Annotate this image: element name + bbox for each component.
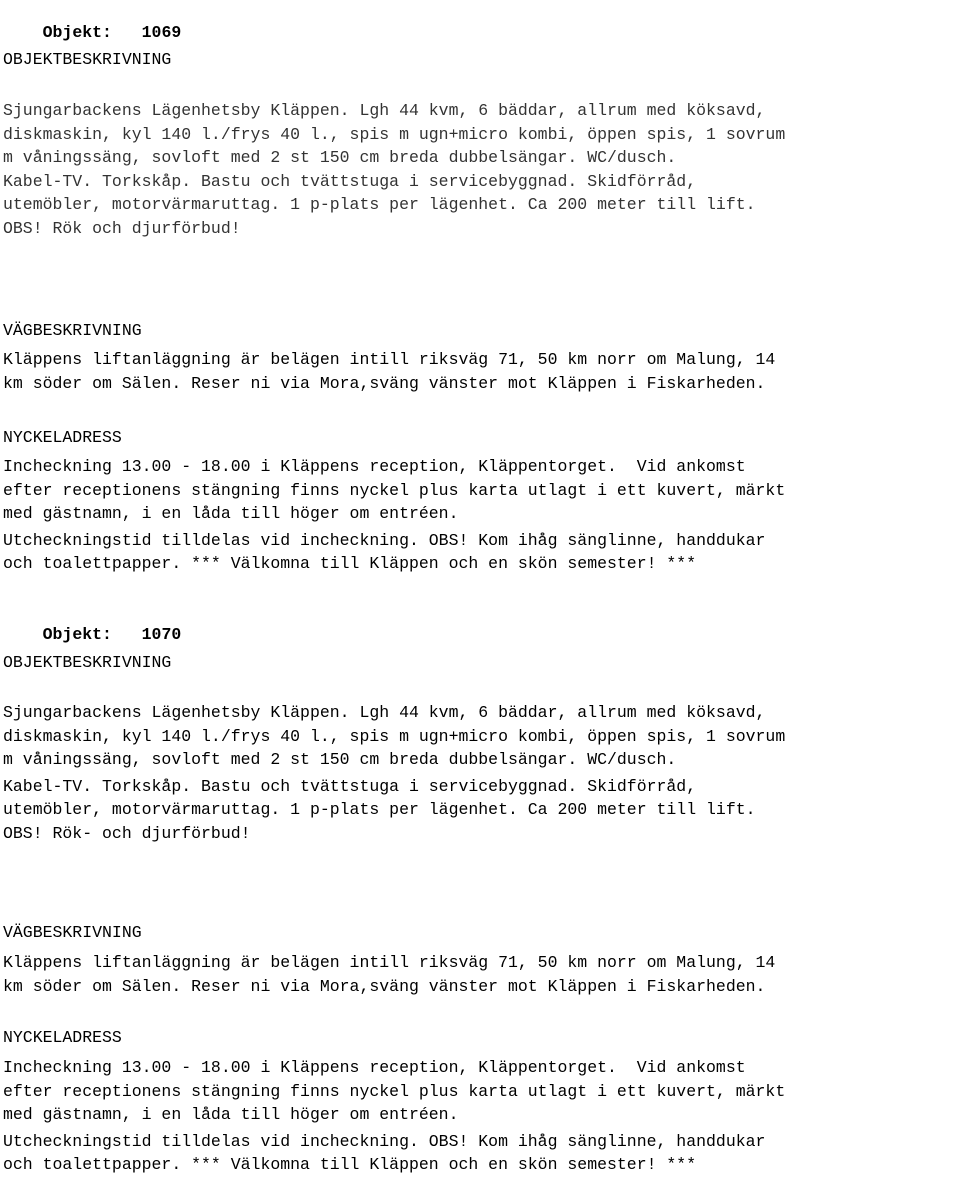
object-description-heading: OBJEKTBESKRIVNING [3,653,172,672]
directions-line: km söder om Sälen. Reser ni via Mora,sväng vänster mot Kläppen i Fiskarheden. [3,373,766,393]
key-line: Incheckning 13.00 - 18.00 i Kläppens reception, Kläppentorget. Vid ankomst [3,1058,746,1077]
key-address-text [3,455,785,576]
object-label: Objekt: [42,624,112,644]
directions-line: km söder om Sälen. Reser ni via Mora,sväng vänster mot Kläppen i Fiskarheden. [3,976,766,996]
description-line: utemöbler, motorvärmaruttag. 1 p-plats per lägenhet. Ca 200 meter till lift. [3,800,756,819]
description-line: Kabel-TV. Torkskåp. Bastu och tvättstuga i servicebyggnad. Skidförråd, [3,171,697,191]
object-1069-header [3,0,182,42]
object-1070-header [3,599,182,644]
key-line: med gästnamn, i en låda till höger om entréen. [3,1105,459,1124]
key-line: efter receptionens stängning finns nyckel plus karta utlagt i ett kuvert, märkt [3,1081,786,1101]
key-line: med gästnamn, i en låda till höger om entréen. [3,504,459,523]
key-line: och toalettpapper. *** Välkomna till Kläppen och en skön semester! *** [3,1155,697,1174]
object-description [3,99,785,240]
description-line: Sjungarbackens Lägenhetsby Kläppen. Lgh 44 kvm, 6 bäddar, allrum med köksavd, [3,703,766,722]
key-address-heading: NYCKELADRESS [3,1028,122,1047]
description-line: OBS! Rök- och djurförbud! [3,823,251,843]
description-line: utemöbler, motorvärmaruttag. 1 p-plats per lägenhet. Ca 200 meter till lift. [3,195,756,214]
key-line: Utcheckningstid tilldelas vid incheckning. OBS! Kom ihåg sänglinne, handdukar [3,1131,766,1151]
object-description-heading: OBJEKTBESKRIVNING [3,50,172,69]
directions-heading: VÄGBESKRIVNING [3,923,142,942]
object-number: 1069 [141,22,182,42]
directions-line: Kläppens liftanläggning är belägen intill riksväg 71, 50 km norr om Malung, 14 [3,350,776,369]
description-line: m våningssäng, sovloft med 2 st 150 cm breda dubbelsängar. WC/dusch. [3,750,677,769]
object-number: 1070 [141,624,182,644]
directions-text [3,951,775,998]
directions-text [3,348,775,395]
key-line: och toalettpapper. *** Välkomna till Kläppen och en skön semester! *** [3,554,697,573]
object-description [3,701,785,845]
key-address-heading: NYCKELADRESS [3,428,122,447]
description-line: diskmaskin, kyl 140 l./frys 40 l., spis m ugn+micro kombi, öppen spis, 1 sovrum [3,726,786,746]
key-line: Incheckning 13.00 - 18.00 i Kläppens reception, Kläppentorget. Vid ankomst [3,457,746,476]
description-line: Sjungarbackens Lägenhetsby Kläppen. Lgh 44 kvm, 6 bäddar, allrum med köksavd, [3,101,766,120]
description-line: OBS! Rök och djurförbud! [3,218,241,238]
object-label: Objekt: [42,22,112,42]
key-line: Utcheckningstid tilldelas vid incheckning. OBS! Kom ihåg sänglinne, handdukar [3,530,766,550]
directions-heading: VÄGBESKRIVNING [3,321,142,340]
key-line: efter receptionens stängning finns nyckel plus karta utlagt i ett kuvert, märkt [3,480,786,500]
description-line: Kabel-TV. Torkskåp. Bastu och tvättstuga i servicebyggnad. Skidförråd, [3,776,697,796]
directions-line: Kläppens liftanläggning är belägen intill riksväg 71, 50 km norr om Malung, 14 [3,953,776,972]
description-line: m våningssäng, sovloft med 2 st 150 cm breda dubbelsängar. WC/dusch. [3,148,677,167]
description-line: diskmaskin, kyl 140 l./frys 40 l., spis m ugn+micro kombi, öppen spis, 1 sovrum [3,124,786,144]
key-address-text [3,1056,785,1177]
